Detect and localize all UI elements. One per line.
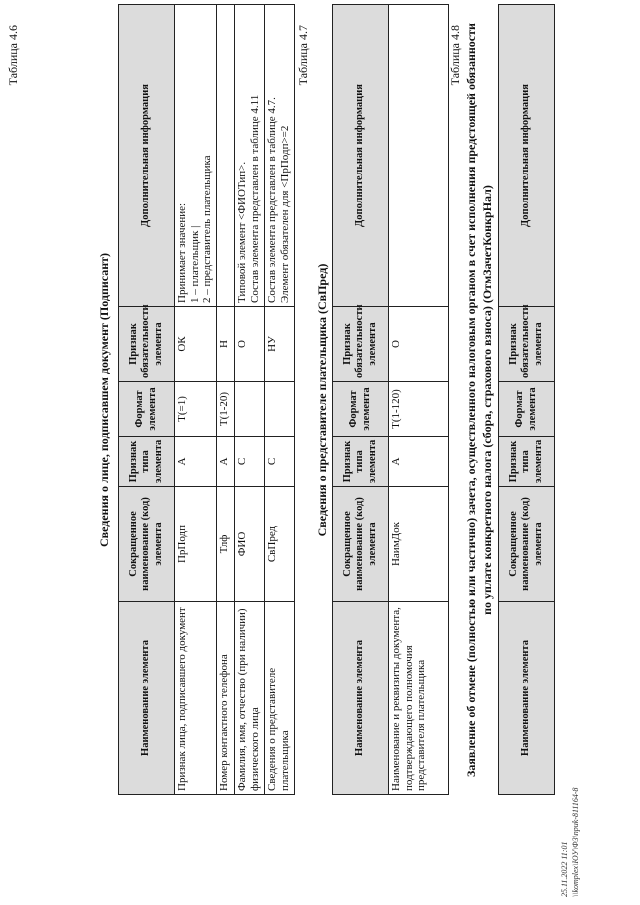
cell-format: Т(=1) [175,382,217,437]
cell-type: С [235,437,265,487]
table-4-8-label: Таблица 4.8 [448,25,462,86]
info-line: Типовой элемент <ФИОТип>. [236,161,248,303]
cell-format: Т(1-20) [217,382,235,437]
cell-name: Номер контактного телефона [217,602,235,795]
info-line: Элемент обязателен для <ПрПодп>=2 [278,125,291,303]
table-4-6-title: Сведения о лице, подписавшем документ (Подписант) [97,252,111,548]
table-row [235,5,265,795]
cell-required: Н [217,307,235,382]
cell-type: А [175,437,217,487]
footer-timestamp: 25.11.2022 11:01 [560,841,569,897]
cell-required: О [235,307,265,382]
cell-required: ОК [175,307,217,382]
table-4-8-header [499,5,555,795]
table-4-7-title: Сведения о представителе плательщика (СвПред) [315,263,329,537]
cell-name: Сведения о представителе плательщика [265,602,295,795]
cell-code: СвПред [265,487,295,602]
table-row [265,5,295,795]
header-cell: Признак типа элемента [499,437,555,487]
header-cell: Наименование элемента [119,602,175,795]
header-cell: Признак обязательности элемента [333,307,389,382]
header-cell: Признак типа элемента [333,437,389,487]
header-cell: Дополнительная информация [499,5,555,307]
table-4-6-header [119,5,175,795]
info-line: Принимает значение: [176,202,188,303]
table-4-8-title-line2: по уплате конкретного налога (сбора, страхового взноса) (ОтмЗачетКонкрНал) [480,185,494,615]
info-line: Состав элемента представлен в таблице 4.11 [248,94,261,303]
info-line: 2 – представитель плательщика [201,155,214,303]
cell-code: ПрПодп [175,487,217,602]
table-row [175,5,217,795]
header-cell: Сокращенное наименование (код) элемента [499,487,555,602]
header-cell: Признак обязательности элемента [119,307,175,382]
cell-name: Признак лица, подписавшего документ [175,602,217,795]
header-cell: Наименование элемента [333,602,389,795]
table-row [389,5,449,795]
cell-type: А [217,437,235,487]
table-4-7-header [333,5,389,795]
cell-format [235,382,265,437]
cell-required: НУ [265,307,295,382]
table-4-6 [118,4,295,795]
header-cell: Сокращенное наименование (код) элемента [119,487,175,602]
table-4-8-title-line1: Заявление об отмене (полностью или частично) зачета, осуществленного налоговым органом в счет исполнения предстоящей обязанности [464,23,478,777]
info-line: Состав элемента представлен в таблице 4.7. [266,97,278,303]
cell-info [265,5,295,307]
cell-code: Тлф [217,487,235,602]
cell-code: ФИО [235,487,265,602]
info-line: 1 – плательщик | [188,225,201,303]
cell-info [217,5,235,307]
cell-info [235,5,265,307]
header-cell: Формат элемента [333,382,389,437]
cell-info [175,5,217,307]
cell-name: Фамилия, имя, отчество (при наличии) физического лица [235,602,265,795]
table-4-7 [332,4,449,795]
cell-format: Т(1-120) [389,382,449,437]
cell-required: О [389,307,449,382]
table-4-6-label: Таблица 4.6 [6,25,20,86]
cell-name: Наименование и реквизиты документа, подтверждающего полномочия представителя плательщика [389,602,449,795]
table-4-8 [498,4,555,795]
header-cell: Сокращенное наименование (код) элемента [333,487,389,602]
cell-type: А [389,437,449,487]
cell-type: С [265,437,295,487]
table-row [217,5,235,795]
table-4-7-label: Таблица 4.7 [296,25,310,86]
header-cell: Признак обязательности элемента [499,307,555,382]
header-cell: Наименование элемента [499,602,555,795]
header-cell: Признак типа элемента [119,437,175,487]
header-cell: Формат элемента [499,382,555,437]
cell-format [265,382,295,437]
cell-info [389,5,449,307]
header-cell: Дополнительная информация [333,5,389,307]
footer-path: \\komplex\ЮУ\ФЗ\приk-811164-8 [571,787,580,897]
header-cell: Формат элемента [119,382,175,437]
cell-code: НаимДок [389,487,449,602]
header-cell: Дополнительная информация [119,5,175,307]
